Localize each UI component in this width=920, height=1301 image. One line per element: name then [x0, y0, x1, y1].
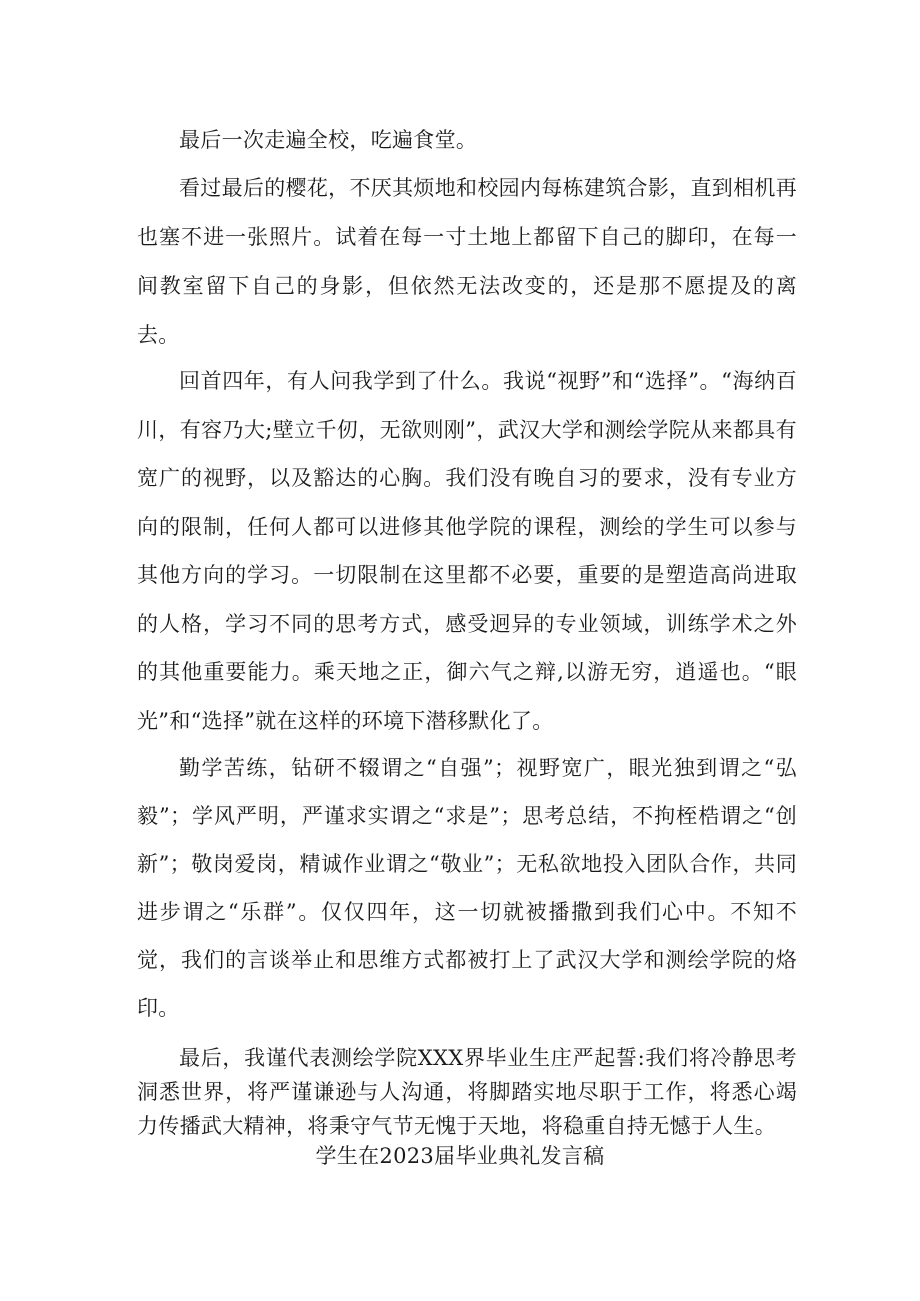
paragraph-3: 回首四年，有人问我学到了什么。我说“视野”和“选择”。“海纳百川，有容乃大;壁立千仞，无欲则刚”，武汉大学和测绘学院从来都具有宽广的视野，以及豁达的心胸。我们没有晚自习的要求，没有专业方向的限制，任何人都可以进修其他学院的课程，测绘的学生可以参与其他方向的学习。一切限制在这里都不必要，重要的是塑造高尚进取的人格，学习不同的思考方式，感受迥异的专业领域，训练学术之外的其他重要能力。乘天地之正，御六气之辩,以游无穷，逍遥也。“眼光”和“选择”就在这样的环境下潜移默化了。 — [137, 369, 797, 733]
paragraph-5: 最后，我谨代表测绘学院XXX界毕业生庄严起誓:我们将冷静思考洞悉世界，将严谨谦逊与人沟通，将脚踏实地尽职于工作，将悉心竭力传播武大精神，将秉守气节无愧于天地，将稳重自持无憾于人生。 — [137, 1046, 797, 1138]
document-title: 学生在2023届毕业典礼发言稿 — [315, 1144, 605, 1168]
paragraph-4: 勤学苦练，钻研不辍谓之“自强”；视野宽广，眼光独到谓之“弘毅”；学风严明，严谨求实谓之“求是”；思考总结，不拘桎梏谓之“创新”；敬岗爱岗，精诚作业谓之“敬业”；无私欲地投入团队合作，共同进步谓之“乐群”。仅仅四年，这一切就被播撒到我们心中。不知不觉，我们的言谈举止和思维方式都被打上了武汉大学和测绘学院的烙印。 — [137, 756, 797, 1020]
paragraph-1: 最后一次走遍全校，吃遍食堂。 — [179, 128, 478, 152]
paragraph-2: 看过最后的樱花，不厌其烦地和校园内每栋建筑合影，直到相机再也塞不进一张照片。试着在每一寸土地上都留下自己的脚印，在每一间教室留下自己的身影，但依然无法改变的，还是那不愿提及的离去。 — [137, 176, 797, 347]
